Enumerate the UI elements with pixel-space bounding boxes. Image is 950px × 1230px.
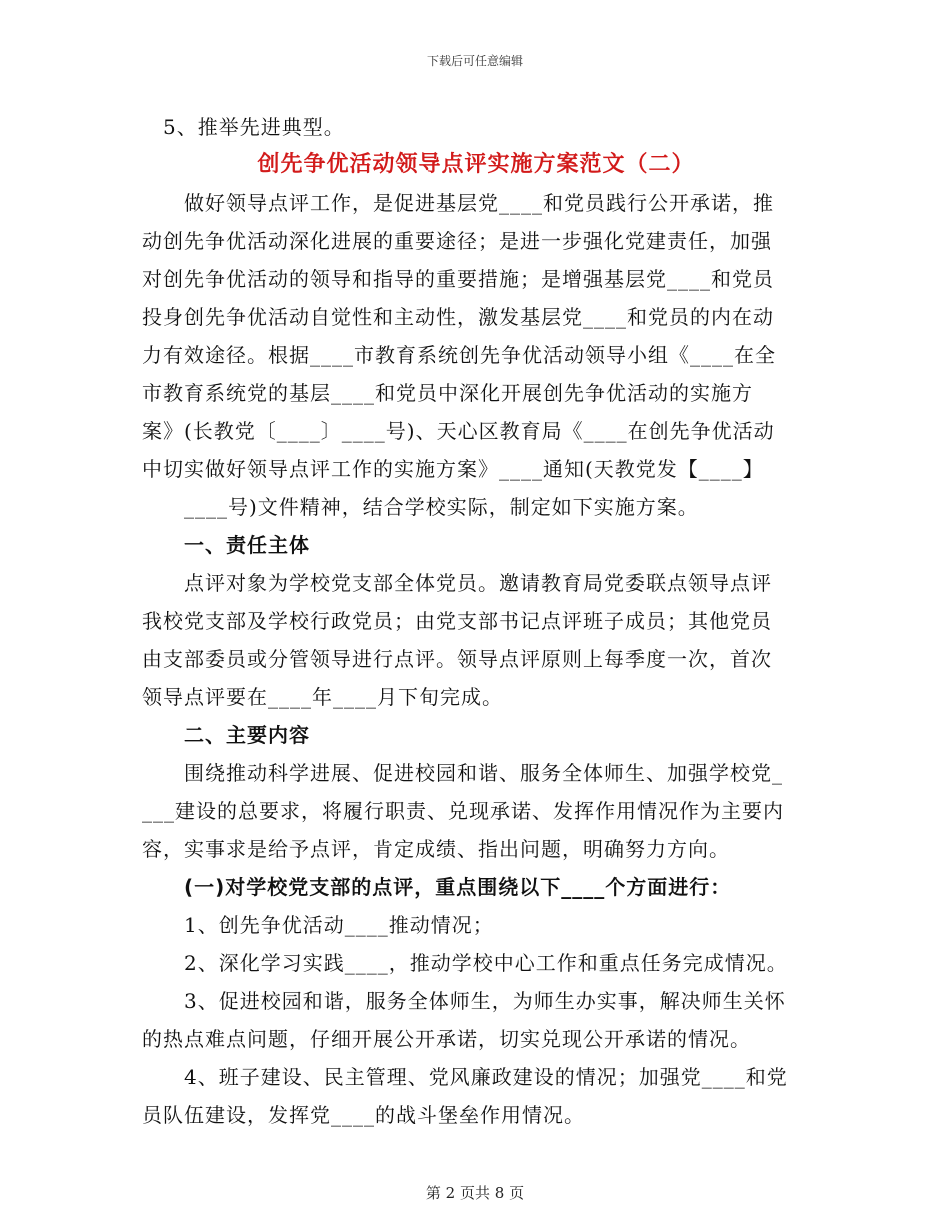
paragraph-line: 动创先争优活动深化进展的重要途径；是进一步强化党建责任，加强 [142, 229, 772, 253]
paragraph-line: 投身创先争优活动自觉性和主动性，激发基层党____和党员的内在动 [142, 305, 774, 329]
section-heading: (一)对学校党支部的点评，重点围绕以下____个方面进行： [142, 875, 732, 899]
paragraph-line: 由支部委员或分管领导进行点评。领导点评原则上每季度一次，首次 [142, 647, 772, 671]
paragraph-line: 做好领导点评工作，是促进基层党____和党员践行公开承诺，推 [142, 191, 774, 215]
paragraph-line: ____号)文件精神，结合学校实际，制定如下实施方案。 [142, 495, 699, 519]
paragraph-line: 1、创先争优活动____推动情况； [142, 913, 494, 937]
page-footer: 第 2 页共 8 页 [425, 1184, 525, 1202]
paragraph-line: 我校党支部及学校行政党员；由党支部书记点评班子成员；其他党员 [142, 609, 772, 633]
paragraph-line: 力有效途径。根据____市教育系统创先争优活动领导小组《____在全 [142, 343, 776, 367]
paragraph-line: ___建设的总要求，将履行职责、兑现承诺、发挥作用情况作为主要内 [142, 799, 784, 823]
paragraph-line: 点评对象为学校党支部全体党员。邀请教育局党委联点领导点评 [142, 571, 772, 595]
paragraph-line: 员队伍建设，发挥党____的战斗堡垒作用情况。 [142, 1103, 585, 1127]
document-body [142, 108, 810, 1134]
paragraph-line: 围绕推动科学进展、促进校园和谐、服务全体师生、加强学校党_ [142, 761, 783, 785]
section-heading: 一、责任主体 [142, 533, 310, 557]
paragraph-line: 容，实事求是给予点评，肯定成绩、指出问题，明确努力方向。 [142, 837, 730, 861]
paragraph-line: 4、班子建设、民主管理、党风廉政建设的情况；加强党____和党 [142, 1065, 788, 1089]
section-heading: 二、主要内容 [142, 723, 310, 747]
paragraph-line: 3、促进校园和谐，服务全体师生，为师生办实事，解决师生关怀 [142, 989, 786, 1013]
paragraph-line: 对创先争优活动的领导和指导的重要措施；是增强基层党____和党员 [142, 267, 774, 291]
document-title: 创先争优活动领导点评实施方案范文（二） [257, 152, 695, 177]
paragraph-line: 领导点评要在____年____月下旬完成。 [142, 685, 503, 709]
paragraph-line: 5、推举先进典型。 [142, 115, 345, 139]
paragraph-line: 中切实做好领导点评工作的实施方案》____通知(天教党发【____】 [142, 457, 764, 481]
paragraph-line: 市教育系统党的基层____和党员中深化开展创先争优活动的实施方 [142, 381, 753, 405]
page-header: 下载后可任意编辑 [426, 54, 523, 68]
paragraph-line: 2、深化学习实践____，推动学校中心工作和重点任务完成情况。 [142, 951, 788, 975]
paragraph-line: 的热点难点问题，仔细开展公开承诺，切实兑现公开承诺的情况。 [142, 1027, 751, 1051]
paragraph-line: 案》(长教党〔____〕____号)、天心区教育局《____在创先争优活动 [142, 419, 775, 443]
